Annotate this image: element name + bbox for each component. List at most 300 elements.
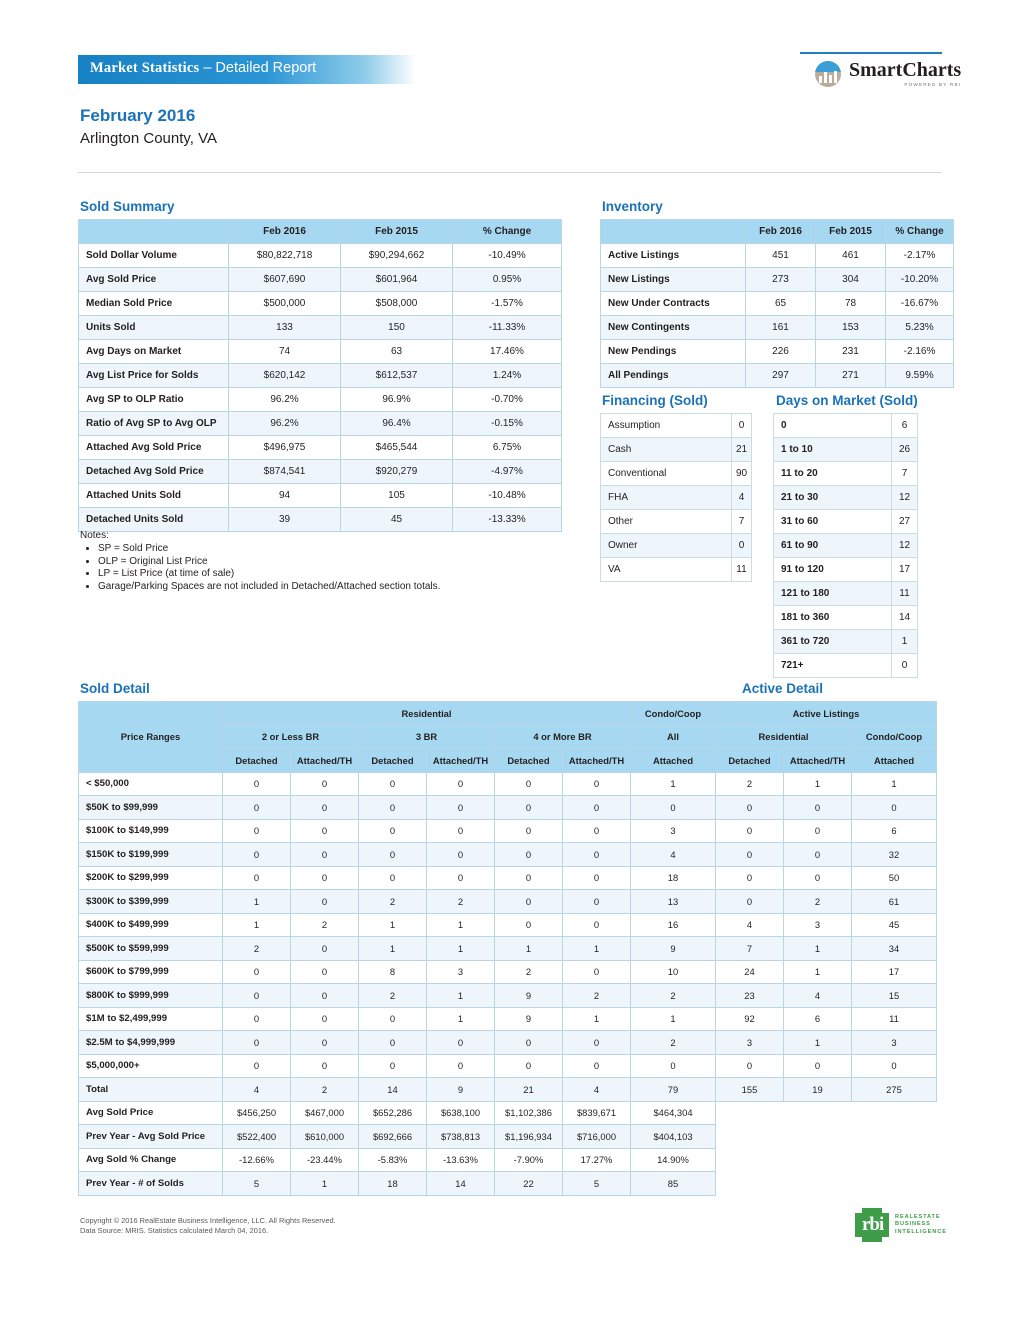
cell-detached-4br: 22 (495, 1172, 563, 1196)
row-label: Total (79, 1078, 223, 1102)
row-label: Attached Avg Sold Price (79, 436, 229, 460)
col-feb-2015: Feb 2015 (816, 220, 886, 244)
cell-active-attached-th: 6 (784, 1007, 852, 1031)
table-row (79, 292, 562, 316)
cell-active-detached: 2 (716, 772, 784, 796)
cell-active-attached: 17 (852, 960, 937, 984)
cell-attached-condocoop: 18 (631, 866, 716, 890)
cell-value: 17 (892, 558, 918, 582)
row-label: 91 to 120 (774, 558, 892, 582)
cell-attached-condocoop: 0 (631, 796, 716, 820)
table-row (79, 460, 562, 484)
cell-active-attached-th: 0 (784, 866, 852, 890)
cell-attached-th-3br: 0 (427, 796, 495, 820)
cell-active-attached: 0 (852, 1054, 937, 1078)
cell-attached-th-2br: 0 (291, 937, 359, 961)
smartcharts-globe-icon (815, 61, 841, 87)
days-on-market-body (774, 414, 918, 678)
cell-previous: $612,537 (341, 364, 453, 388)
row-label: Other (601, 510, 732, 534)
table-row (79, 890, 937, 914)
cell-detached-2br: 0 (223, 843, 291, 867)
cell-active-detached: 0 (716, 890, 784, 914)
row-label: Ratio of Avg SP to Avg OLP (79, 412, 229, 436)
notes-title: Notes: (80, 530, 109, 541)
col-attached-th-2br: Attached/TH (291, 749, 359, 773)
cell-change: -10.48% (453, 484, 562, 508)
cell-attached-th-2br: 0 (291, 796, 359, 820)
cell-attached-th-3br: 9 (427, 1078, 495, 1102)
cell-detached-2br: 4 (223, 1078, 291, 1102)
row-label: $2.5M to $4,999,999 (79, 1031, 223, 1055)
table-row (79, 484, 562, 508)
cell-change: -10.49% (453, 244, 562, 268)
row-label: Units Sold (79, 316, 229, 340)
cell-empty (716, 1172, 784, 1196)
cell-detached-4br: -7.90% (495, 1148, 563, 1172)
cell-detached-4br: 9 (495, 1007, 563, 1031)
row-label: VA (601, 558, 732, 582)
cell-current: 297 (746, 364, 816, 388)
cell-detached-2br: 1 (223, 890, 291, 914)
row-label: Detached Units Sold (79, 508, 229, 532)
cell-attached-th-4br: 1 (563, 937, 631, 961)
cell-detached-3br: 14 (359, 1078, 427, 1102)
row-label: Prev Year - # of Solds (79, 1172, 223, 1196)
row-label: New Pendings (601, 340, 746, 364)
cell-current: 96.2% (229, 412, 341, 436)
cell-previous: 304 (816, 268, 886, 292)
cell-attached-th-2br: 0 (291, 1007, 359, 1031)
cell-change: -1.57% (453, 292, 562, 316)
report-header-title-rest: – Detailed Report (199, 60, 317, 76)
table-row (774, 630, 918, 654)
cell-active-attached: 45 (852, 913, 937, 937)
cell-active-attached: 11 (852, 1007, 937, 1031)
cell-empty (852, 1148, 937, 1172)
table-row (774, 606, 918, 630)
cell-active-detached: 92 (716, 1007, 784, 1031)
cell-attached-th-3br: 1 (427, 913, 495, 937)
table-row (79, 1031, 937, 1055)
col-attached-th-3br: Attached/TH (427, 749, 495, 773)
cell-detached-4br: $1,196,934 (495, 1125, 563, 1149)
cell-attached-condocoop: 13 (631, 890, 716, 914)
cell-previous: 63 (341, 340, 453, 364)
cell-detached-4br: 0 (495, 913, 563, 937)
row-label: New Under Contracts (601, 292, 746, 316)
financing-body (601, 414, 752, 582)
row-label: Owner (601, 534, 732, 558)
row-label: All Pendings (601, 364, 746, 388)
cell-current: $500,000 (229, 292, 341, 316)
cell-empty (852, 1101, 937, 1125)
list-item: • Garage/Parking Spaces are not included in Detached/Attached section totals. (98, 581, 440, 594)
cell-detached-2br: 2 (223, 937, 291, 961)
cell-current: 226 (746, 340, 816, 364)
table-row (79, 984, 937, 1008)
col-feb-2015: Feb 2015 (341, 220, 453, 244)
cell-attached-th-4br: 0 (563, 1054, 631, 1078)
row-label: 0 (774, 414, 892, 438)
group-active-listings: Active Listings (716, 702, 937, 726)
cell-detached-4br: 21 (495, 1078, 563, 1102)
cell-detached-3br: $652,286 (359, 1101, 427, 1125)
row-label: Prev Year - Avg Sold Price (79, 1125, 223, 1149)
row-label: $800K to $999,999 (79, 984, 223, 1008)
cell-attached-condocoop: 3 (631, 819, 716, 843)
cell-detached-2br: 0 (223, 866, 291, 890)
cell-attached-th-2br: $467,000 (291, 1101, 359, 1125)
col-detached-4br: Detached (495, 749, 563, 773)
cell-detached-3br: 0 (359, 1054, 427, 1078)
group-condocoop: Condo/Coop (631, 702, 716, 726)
table-row (79, 1007, 937, 1031)
sub-4-or-more-br: 4 or More BR (495, 725, 631, 749)
row-label: 721+ (774, 654, 892, 678)
cell-attached-th-3br: 3 (427, 960, 495, 984)
cell-detached-3br: 1 (359, 913, 427, 937)
cell-change: -10.20% (886, 268, 954, 292)
cell-value: 7 (892, 462, 918, 486)
table-header-row (601, 220, 954, 244)
cell-attached-th-4br: 0 (563, 772, 631, 796)
cell-detached-2br: 0 (223, 772, 291, 796)
cell-active-attached-th: 1 (784, 960, 852, 984)
col-feb-2016: Feb 2016 (229, 220, 341, 244)
cell-change: -0.70% (453, 388, 562, 412)
cell-attached-th-3br: 0 (427, 843, 495, 867)
cell-previous: 153 (816, 316, 886, 340)
cell-attached-th-2br: 0 (291, 890, 359, 914)
cell-value: 21 (732, 438, 752, 462)
cell-active-detached: 7 (716, 937, 784, 961)
row-label: Median Sold Price (79, 292, 229, 316)
cell-detached-2br: -12.66% (223, 1148, 291, 1172)
cell-active-attached-th: 1 (784, 937, 852, 961)
row-label: < $50,000 (79, 772, 223, 796)
cell-attached-condocoop: 9 (631, 937, 716, 961)
row-label: Avg Days on Market (79, 340, 229, 364)
cell-detached-4br: 9 (495, 984, 563, 1008)
cell-attached-th-2br: 0 (291, 960, 359, 984)
row-label: $50K to $99,999 (79, 796, 223, 820)
cell-empty (784, 1125, 852, 1149)
cell-value: 90 (732, 462, 752, 486)
sold-summary-table (78, 219, 562, 532)
col-detached-2br: Detached (223, 749, 291, 773)
cell-active-detached: 24 (716, 960, 784, 984)
cell-detached-3br: 0 (359, 1007, 427, 1031)
cell-detached-3br: 0 (359, 843, 427, 867)
col-attached-condocoop: Attached (631, 749, 716, 773)
col-active-attached-th: Attached/TH (784, 749, 852, 773)
cell-attached-th-4br: 4 (563, 1078, 631, 1102)
row-label: $150K to $199,999 (79, 843, 223, 867)
financing-title: Financing (Sold) (602, 393, 708, 408)
row-label: 121 to 180 (774, 582, 892, 606)
cell-previous: 231 (816, 340, 886, 364)
copyright-line: Copyright © 2016 RealEstate Business Intelligence, LLC. All Rights Reserved. (80, 1216, 336, 1225)
cell-detached-2br: 1 (223, 913, 291, 937)
cell-attached-condocoop: 2 (631, 1031, 716, 1055)
table-row (774, 510, 918, 534)
cell-current: 65 (746, 292, 816, 316)
table-row (79, 913, 937, 937)
active-detail-title: Active Detail (742, 681, 824, 696)
table-row (79, 843, 937, 867)
table-header-row-groups (79, 702, 937, 726)
cell-attached-th-2br: 1 (291, 1172, 359, 1196)
cell-detached-4br: 0 (495, 819, 563, 843)
cell-detached-3br: 0 (359, 796, 427, 820)
cell-active-attached-th: 19 (784, 1078, 852, 1102)
cell-change: -16.67% (886, 292, 954, 316)
table-row (79, 436, 562, 460)
table-row (79, 866, 937, 890)
cell-active-detached: 0 (716, 1054, 784, 1078)
table-row (774, 558, 918, 582)
col-active-attached: Attached (852, 749, 937, 773)
table-row (601, 316, 954, 340)
inventory-body (601, 244, 954, 388)
summary-row (79, 1172, 937, 1196)
summary-row (79, 1125, 937, 1149)
cell-attached-condocoop: 79 (631, 1078, 716, 1102)
cell-attached-th-3br: 14 (427, 1172, 495, 1196)
cell-active-detached: 3 (716, 1031, 784, 1055)
cell-active-attached: 6 (852, 819, 937, 843)
cell-value: 27 (892, 510, 918, 534)
cell-detached-3br: 0 (359, 819, 427, 843)
cell-attached-th-3br: 1 (427, 1007, 495, 1031)
cell-previous: 271 (816, 364, 886, 388)
col-blank (601, 220, 746, 244)
cell-change: 6.75% (453, 436, 562, 460)
sold-summary-body (79, 244, 562, 532)
cell-active-attached: 32 (852, 843, 937, 867)
cell-empty (716, 1148, 784, 1172)
cell-detached-3br: 18 (359, 1172, 427, 1196)
cell-active-attached: 0 (852, 796, 937, 820)
cell-current: 133 (229, 316, 341, 340)
cell-active-attached-th: 1 (784, 1031, 852, 1055)
table-row (601, 340, 954, 364)
cell-active-attached: 34 (852, 937, 937, 961)
table-row (601, 510, 752, 534)
row-label: 11 to 20 (774, 462, 892, 486)
cell-detached-2br: 0 (223, 819, 291, 843)
table-row (79, 796, 937, 820)
report-month: February 2016 (80, 106, 196, 125)
row-label: 1 to 10 (774, 438, 892, 462)
cell-attached-th-3br: -13.63% (427, 1148, 495, 1172)
cell-attached-th-2br: 0 (291, 866, 359, 890)
row-label: Avg Sold Price (79, 268, 229, 292)
sub-2-or-less-br: 2 or Less BR (223, 725, 359, 749)
cell-current: 96.2% (229, 388, 341, 412)
cell-detached-2br: $456,250 (223, 1101, 291, 1125)
cell-attached-th-3br: 1 (427, 984, 495, 1008)
report-header-band (78, 55, 416, 84)
table-row (774, 582, 918, 606)
cell-attached-th-4br: 0 (563, 796, 631, 820)
col-pct-change: % Change (453, 220, 562, 244)
cell-detached-4br: 1 (495, 937, 563, 961)
cell-attached-th-3br: 2 (427, 890, 495, 914)
cell-current: 74 (229, 340, 341, 364)
sub-all: All (631, 725, 716, 749)
cell-detached-3br: 2 (359, 984, 427, 1008)
cell-change: -0.15% (453, 412, 562, 436)
cell-attached-condocoop: 4 (631, 843, 716, 867)
cell-current: 273 (746, 268, 816, 292)
cell-previous: 105 (341, 484, 453, 508)
cell-active-detached: 0 (716, 843, 784, 867)
group-residential: Residential (223, 702, 631, 726)
cell-previous: $465,544 (341, 436, 453, 460)
cell-active-attached-th: 1 (784, 772, 852, 796)
cell-active-attached-th: 0 (784, 819, 852, 843)
row-label: New Contingents (601, 316, 746, 340)
table-row (774, 486, 918, 510)
cell-detached-4br: 0 (495, 772, 563, 796)
table-row (601, 438, 752, 462)
table-row (79, 244, 562, 268)
row-label: $5,000,000+ (79, 1054, 223, 1078)
table-row (79, 508, 562, 532)
rbi-mark-icon (855, 1208, 889, 1242)
row-label: New Listings (601, 268, 746, 292)
sub-residential: Residential (716, 725, 852, 749)
cell-empty (852, 1125, 937, 1149)
table-row (774, 534, 918, 558)
cell-current: $620,142 (229, 364, 341, 388)
cell-value: 14 (892, 606, 918, 630)
notes-list (80, 543, 440, 593)
row-label: Attached Units Sold (79, 484, 229, 508)
rbi-logo (855, 1208, 947, 1242)
cell-detached-2br: 0 (223, 1054, 291, 1078)
cell-attached-th-4br: 2 (563, 984, 631, 1008)
table-row (774, 414, 918, 438)
cell-detached-3br: 0 (359, 866, 427, 890)
cell-empty (784, 1148, 852, 1172)
table-row (601, 268, 954, 292)
cell-detached-4br: 2 (495, 960, 563, 984)
table-row (774, 438, 918, 462)
smartcharts-tagline: POWERED BY RBI (904, 82, 962, 87)
cell-detached-4br: 0 (495, 796, 563, 820)
detail-table (78, 701, 937, 1196)
table-row (79, 960, 937, 984)
cell-active-attached-th: 3 (784, 913, 852, 937)
row-label: Detached Avg Sold Price (79, 460, 229, 484)
cell-detached-2br: 0 (223, 796, 291, 820)
header-rule (800, 52, 942, 54)
col-active-detached: Detached (716, 749, 784, 773)
cell-active-attached-th: 0 (784, 843, 852, 867)
cell-previous: $920,279 (341, 460, 453, 484)
table-row (79, 1054, 937, 1078)
cell-change: -2.16% (886, 340, 954, 364)
cell-detached-4br: 0 (495, 843, 563, 867)
report-header-title (90, 60, 316, 77)
cell-value: 6 (892, 414, 918, 438)
list-item: • OLP = Original List Price (98, 556, 440, 569)
cell-value: 12 (892, 534, 918, 558)
cell-attached-th-4br: $716,000 (563, 1125, 631, 1149)
row-label: 61 to 90 (774, 534, 892, 558)
cell-attached-th-4br: 0 (563, 890, 631, 914)
cell-detached-4br: $1,102,386 (495, 1101, 563, 1125)
cell-value: 0 (732, 414, 752, 438)
cell-attached-th-2br: 0 (291, 843, 359, 867)
table-row (79, 364, 562, 388)
row-label: $200K to $299,999 (79, 866, 223, 890)
inventory-table (600, 219, 954, 388)
col-detached-3br: Detached (359, 749, 427, 773)
cell-previous: $90,294,662 (341, 244, 453, 268)
list-item: • SP = Sold Price (98, 543, 440, 556)
cell-attached-th-3br: 0 (427, 1031, 495, 1055)
cell-detached-3br: -5.83% (359, 1148, 427, 1172)
row-label: $1M to $2,499,999 (79, 1007, 223, 1031)
days-on-market-table (773, 413, 918, 678)
cell-change: -13.33% (453, 508, 562, 532)
row-label: Conventional (601, 462, 732, 486)
cell-detached-3br: 1 (359, 937, 427, 961)
col-feb-2016: Feb 2016 (746, 220, 816, 244)
cell-attached-th-2br: 0 (291, 1054, 359, 1078)
cell-previous: 150 (341, 316, 453, 340)
cell-attached-th-2br: 0 (291, 772, 359, 796)
cell-attached-th-2br: 2 (291, 913, 359, 937)
cell-detached-4br: 0 (495, 1054, 563, 1078)
cell-active-detached: 23 (716, 984, 784, 1008)
cell-change: 1.24% (453, 364, 562, 388)
table-row (601, 486, 752, 510)
cell-attached-th-3br: $738,813 (427, 1125, 495, 1149)
cell-attached-th-4br: 0 (563, 866, 631, 890)
table-row (601, 558, 752, 582)
cell-current: 94 (229, 484, 341, 508)
cell-previous: 96.4% (341, 412, 453, 436)
table-row (601, 462, 752, 486)
sold-detail-title: Sold Detail (80, 681, 150, 696)
cell-detached-4br: 0 (495, 1031, 563, 1055)
cell-detached-3br: 0 (359, 1031, 427, 1055)
row-label: Assumption (601, 414, 732, 438)
cell-active-detached: 4 (716, 913, 784, 937)
cell-detached-4br: 0 (495, 866, 563, 890)
cell-attached-th-2br: 2 (291, 1078, 359, 1102)
row-label: FHA (601, 486, 732, 510)
cell-attached-th-3br: 0 (427, 772, 495, 796)
sub-3-br: 3 BR (359, 725, 495, 749)
cell-active-attached-th: 0 (784, 796, 852, 820)
table-row (79, 316, 562, 340)
cell-attached-th-4br: 17.27% (563, 1148, 631, 1172)
col-pct-change: % Change (886, 220, 954, 244)
table-row (79, 937, 937, 961)
copyright-block (80, 1216, 336, 1236)
cell-attached-th-4br: 0 (563, 843, 631, 867)
report-area: Arlington County, VA (80, 130, 218, 147)
cell-value: 0 (732, 534, 752, 558)
table-row (601, 292, 954, 316)
cell-change: -11.33% (453, 316, 562, 340)
